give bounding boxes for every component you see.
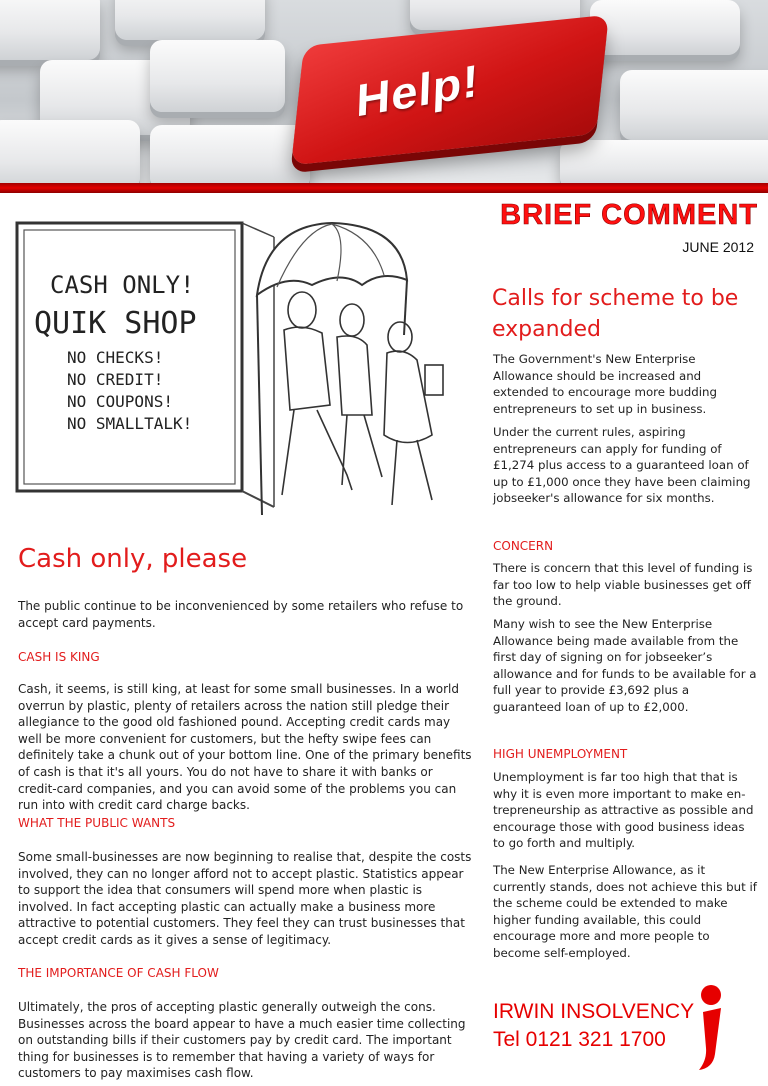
issue-date: JUNE 2012: [682, 239, 754, 255]
help-key-text: Help!: [355, 54, 481, 127]
shoppers-figures: [282, 292, 443, 505]
right-article-paragraph: There is concern that this level of funding is far too low to help viable businesses get off the ground.: [493, 561, 753, 609]
keyboard-key: [150, 125, 310, 183]
sign-item: NO COUPONS!: [67, 392, 173, 411]
right-article-paragraph: Unemployment is far too high that that is why it is even more important to make en-trepreneurship as attractive as possible and encourage those with good business ideas to go forth and multiply.: [493, 770, 754, 851]
section-text: Cash, it seems, is still king, at least for some small businesses. In a world overrun by plastic, plenty of retailers across the nation still pledge their allegiance to the good old fashioned pound. Accepting credit cards may well be more convenient for customers, but the hefty swipe fees can definitely take a chunk out of your bottom line. One of the primary benefits of cash is that it's all yours. You do not have to share it with banks or credit-card companies, and you can avoid some of the problems you can run into with credit card charge backs.: [18, 682, 472, 813]
section-heading: WHAT THE PUBLIC WANTS: [18, 816, 176, 830]
concern-heading: CONCERN: [493, 539, 554, 553]
sign-line-1: CASH ONLY!: [50, 271, 195, 299]
section-heading: THE IMPORTANCE OF CASH FLOW: [18, 966, 219, 980]
sign-item: NO CREDIT!: [67, 370, 164, 389]
unemployment-heading: HIGH UNEMPLOYMENT: [493, 747, 628, 761]
cartoon-illustration: [12, 215, 474, 515]
keyboard-key: [0, 0, 100, 60]
right-article-paragraph: The New Enterprise Allowance, as it currently stands, does not achieve this but if the scheme could be extended to make higher funding available, this could encourage more and more people to become self-employed.: [493, 863, 757, 960]
keyboard-key: [0, 120, 140, 183]
keyboard-key: [620, 70, 768, 140]
keyboard-key: [590, 0, 740, 55]
sign-item: NO CHECKS!: [67, 348, 164, 367]
right-article-paragraph: Many wish to see the New Enterprise Allowance being made available from the first day of signing on for jobseeker’s allowance and for funds to be available for a full year to provide £3,692 plus a guaranteed loan of up to £2,000.: [493, 617, 757, 714]
right-article-paragraph: Under the current rules, aspiring entrepreneurs can apply for funding of £1,274 plus access to a guaranteed loan of up to £1,000 once they have been claiming jobseeker's allowance for six months.: [493, 425, 751, 506]
right-article-paragraph: The Government's New Enterprise Allowance should be increased and extended to encourage more budding entrepreneurs to set up in business.: [493, 352, 717, 416]
header-banner-image: [0, 0, 768, 183]
newsletter-title: BRIEF COMMENT: [500, 199, 758, 231]
logo-i-mark-icon: [693, 984, 727, 1072]
awning: [257, 223, 407, 295]
company-phone: Tel 0121 321 1700: [493, 1028, 666, 1051]
keyboard-key: [150, 40, 285, 112]
sign-line-2: QUIK SHOP: [34, 306, 197, 341]
company-name: IRWIN INSOLVENCY: [493, 1000, 695, 1023]
keyboard-key: [560, 140, 768, 183]
sign-item: NO SMALLTALK!: [67, 414, 193, 433]
header-red-rule: [0, 183, 768, 193]
company-logo-text: [493, 998, 694, 1054]
section-text: Ultimately, the pros of accepting plastic generally outweigh the cons. Businesses across the board appear to have a much easier time collecting on outstanding bills if their customers pay by credit card. The important thing for businesses is to remember that having a variety of ways for customers to pay maximises cash flow.: [18, 1000, 466, 1081]
section-heading: CASH IS KING: [18, 650, 100, 664]
left-article-intro: The public continue to be inconvenienced by some retailers who refuse to accept card payments.: [18, 599, 464, 630]
help-key: [291, 15, 609, 166]
left-article-title: Cash only, please: [18, 544, 248, 574]
right-article-title: Calls for scheme to be expanded: [492, 286, 739, 342]
section-text: Some small-businesses are now beginning to realise that, despite the costs involved, they can no longer afford not to accept plastic. Statistics appear to support the idea that consumers will spend more when plastic is involved. In fact accepting plastic can actually make a business more attractive to potential customers. They feel they can trust businesses that accept credit cards as it gives a sense of legitimacy.: [18, 850, 472, 947]
keyboard-key: [115, 0, 265, 40]
